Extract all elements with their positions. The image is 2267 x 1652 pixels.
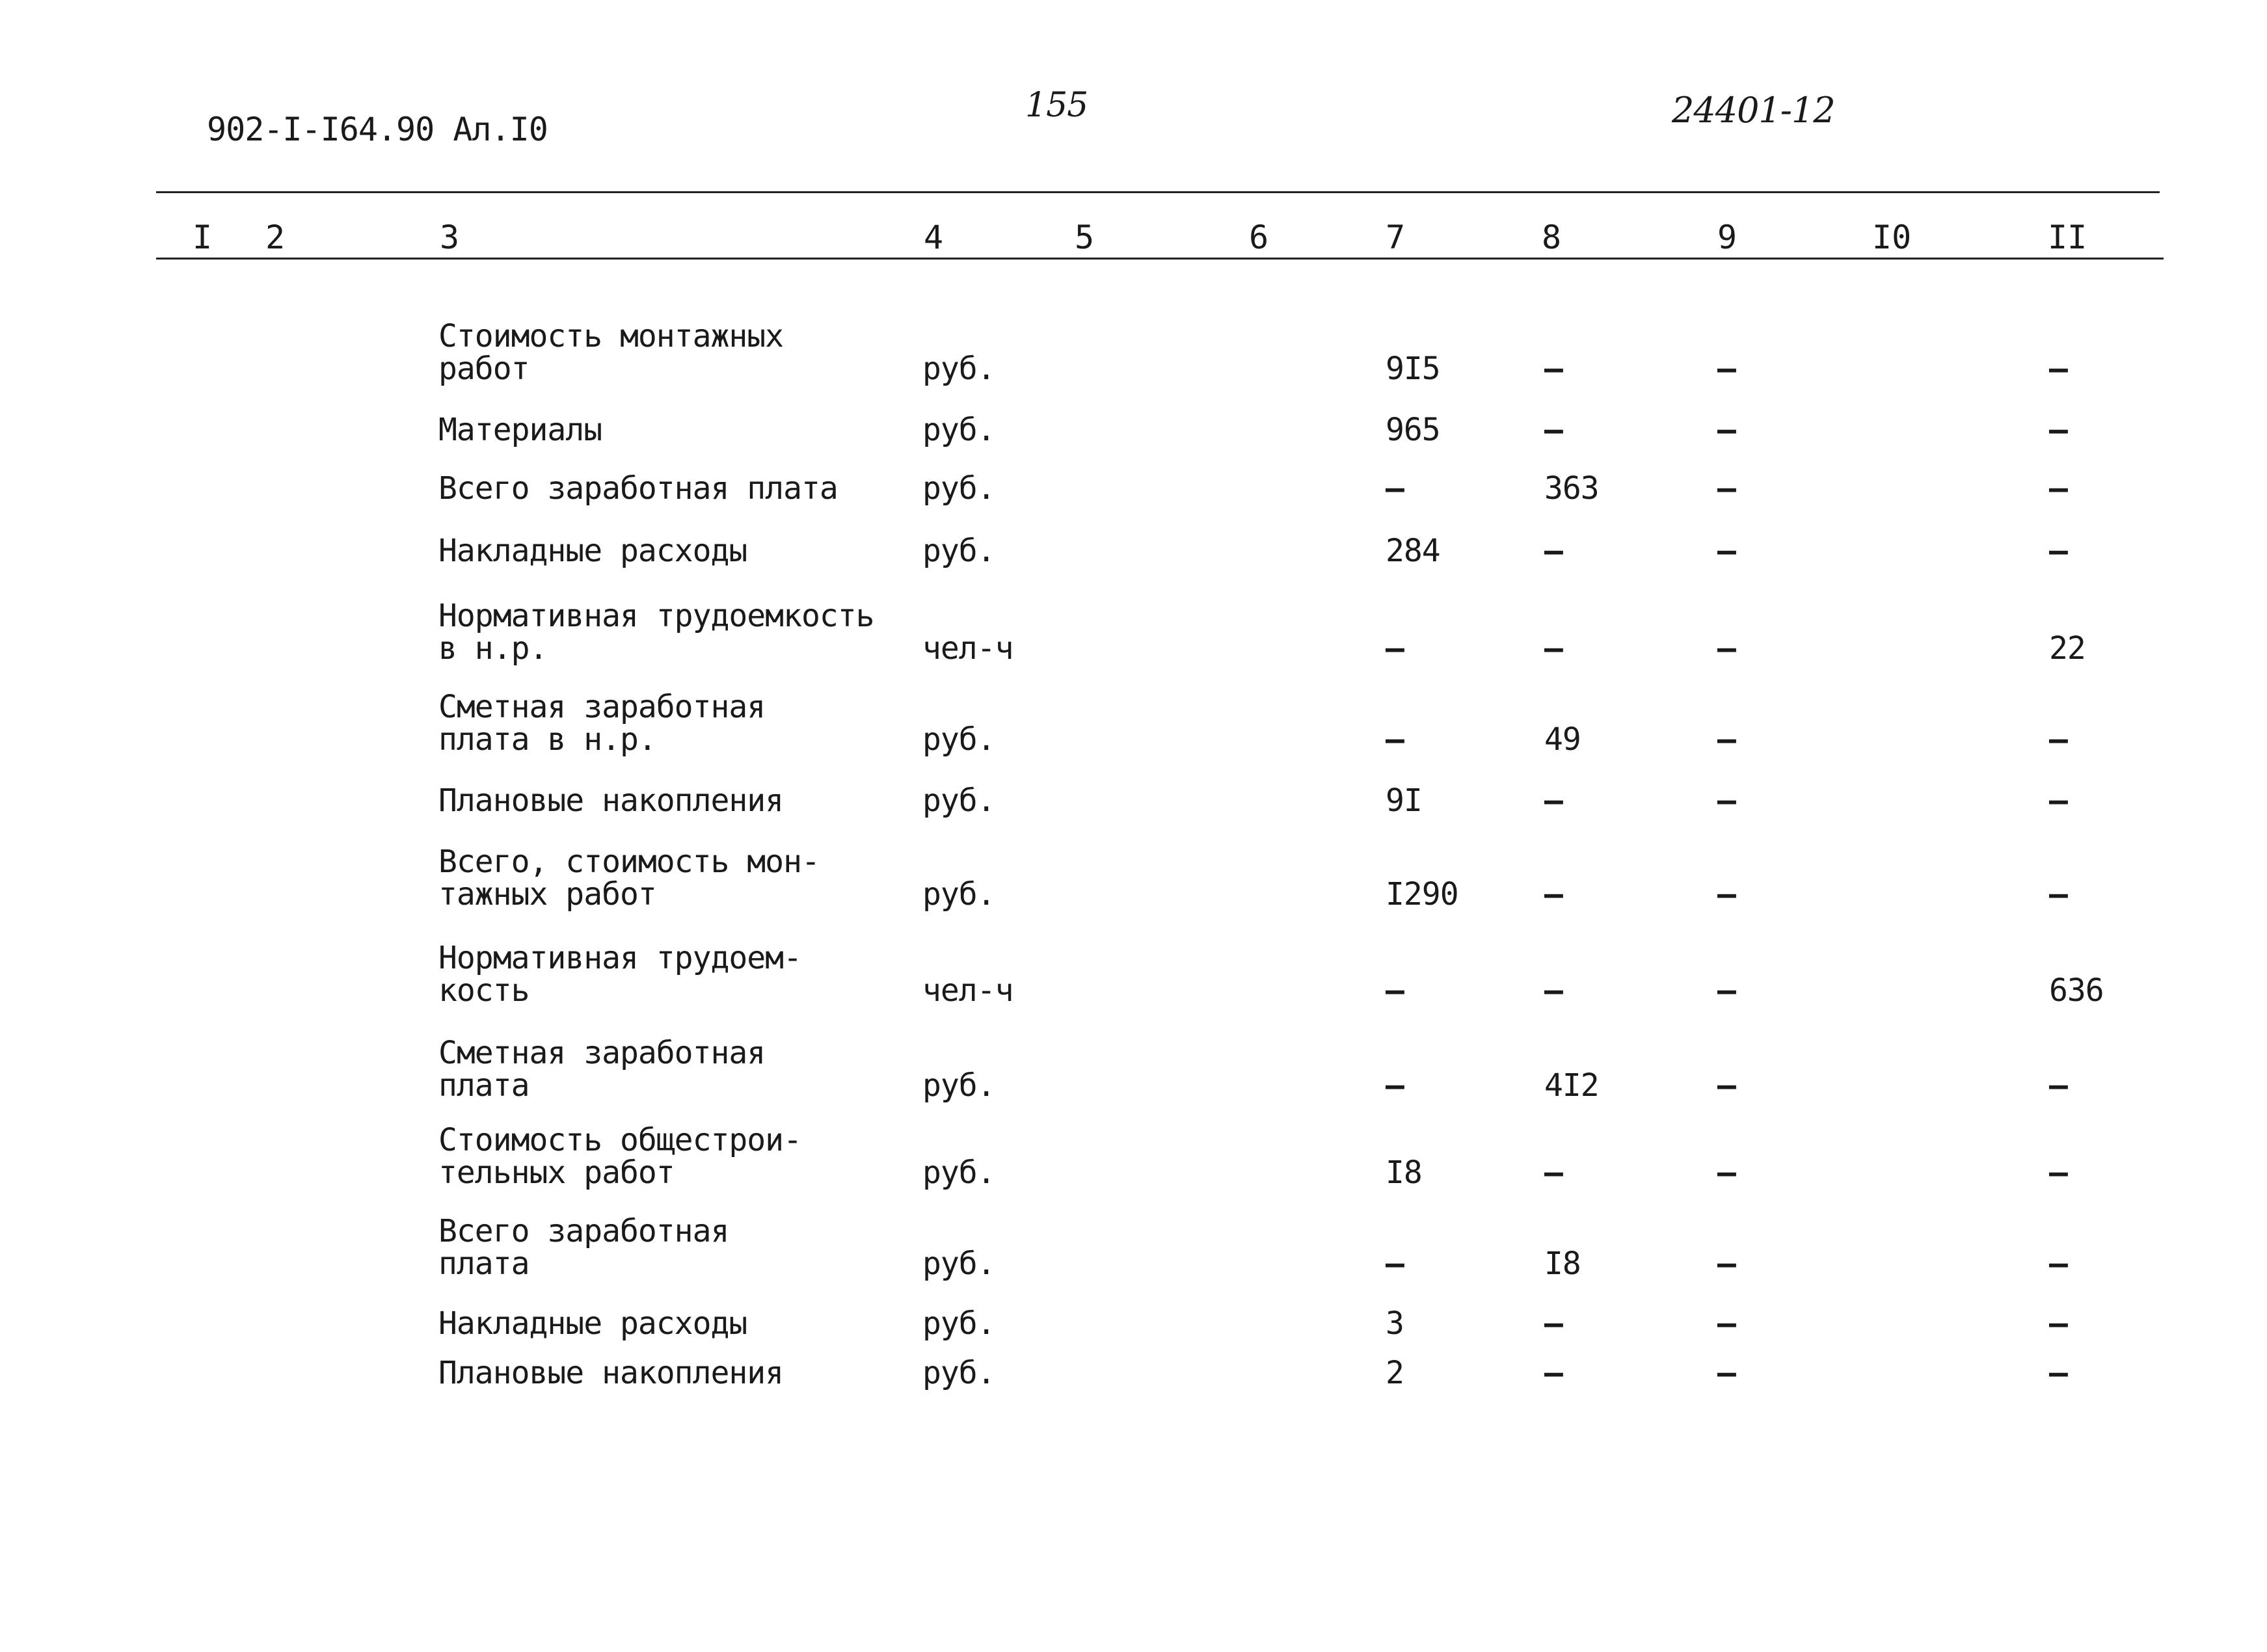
- column-8-cell: –: [1544, 1305, 1563, 1342]
- column-9-cell: –: [1717, 782, 1736, 819]
- column-9-cell: –: [1717, 412, 1736, 448]
- column-8-cell: –: [1544, 533, 1563, 569]
- column-11-cell: –: [2049, 351, 2067, 387]
- column-11-cell: –: [2049, 412, 2067, 448]
- column-7-cell: 9I: [1386, 782, 1422, 819]
- column-7-cell: –: [1386, 1246, 1404, 1282]
- row-label: в н.р.: [438, 630, 548, 667]
- column-7-cell: I8: [1386, 1154, 1422, 1191]
- row-label: плата: [438, 1246, 530, 1282]
- column-9-cell: –: [1717, 721, 1736, 758]
- row-label: Нормативная трудоемкость: [438, 598, 874, 634]
- column-number: 3: [440, 219, 460, 256]
- row-label: Материалы: [438, 412, 602, 448]
- column-7-cell: –: [1386, 470, 1404, 507]
- row-label: кость: [438, 972, 530, 1009]
- row-label: Сметная заработная: [438, 689, 766, 725]
- row-label: плата: [438, 1067, 530, 1104]
- column-8-cell: I8: [1544, 1246, 1581, 1282]
- column-8-cell: 4I2: [1544, 1067, 1599, 1104]
- column-number: 2: [265, 219, 286, 256]
- column-8-cell: –: [1544, 1355, 1563, 1391]
- column-9-cell: –: [1717, 1154, 1736, 1191]
- column-11-cell: –: [2049, 782, 2067, 819]
- column-9-cell: –: [1717, 351, 1736, 387]
- column-7-cell: –: [1386, 972, 1404, 1009]
- column-number: 6: [1249, 219, 1269, 256]
- column-9-cell: –: [1717, 630, 1736, 667]
- column-number: I0: [1872, 219, 1912, 256]
- column-7-cell: 3: [1386, 1305, 1404, 1342]
- column-number: 7: [1386, 219, 1406, 256]
- column-header-rule: [156, 258, 2164, 260]
- unit-cell: руб.: [922, 876, 995, 913]
- row-label: Плановые накопления: [438, 1355, 784, 1391]
- row-label: Накладные расходы: [438, 1305, 747, 1342]
- column-9-cell: –: [1717, 876, 1736, 913]
- column-8-cell: –: [1544, 876, 1563, 913]
- row-label: Стоимость общестрои-: [438, 1122, 801, 1158]
- row-label: Накладные расходы: [438, 533, 747, 569]
- unit-cell: руб.: [922, 721, 995, 758]
- column-11-cell: 22: [2049, 630, 2086, 667]
- row-label: Всего, стоимость мон-: [438, 844, 820, 880]
- unit-cell: руб.: [922, 351, 995, 387]
- unit-cell: чел-ч: [922, 630, 1013, 667]
- column-9-cell: –: [1717, 533, 1736, 569]
- column-number: 5: [1075, 219, 1095, 256]
- column-11-cell: –: [2049, 876, 2067, 913]
- inventory-number: 24401-12: [1672, 90, 1835, 131]
- unit-cell: руб.: [922, 412, 995, 448]
- unit-cell: руб.: [922, 1246, 995, 1282]
- unit-cell: руб.: [922, 533, 995, 569]
- row-label: тажных работ: [438, 876, 656, 913]
- column-number: I: [193, 219, 213, 256]
- column-number: 9: [1717, 219, 1737, 256]
- column-11-cell: 636: [2049, 972, 2104, 1009]
- page-number: 155: [1025, 86, 1088, 125]
- column-number: 8: [1542, 219, 1562, 256]
- unit-cell: руб.: [922, 470, 995, 507]
- unit-cell: руб.: [922, 1067, 995, 1104]
- column-11-cell: –: [2049, 1154, 2067, 1191]
- column-8-cell: –: [1544, 412, 1563, 448]
- row-label: работ: [438, 351, 530, 387]
- column-11-cell: –: [2049, 721, 2067, 758]
- row-label: Плановые накопления: [438, 782, 784, 819]
- unit-cell: руб.: [922, 1355, 995, 1391]
- column-8-cell: –: [1544, 351, 1563, 387]
- row-label: Стоимость монтажных: [438, 318, 784, 354]
- column-9-cell: –: [1717, 1246, 1736, 1282]
- column-11-cell: –: [2049, 1246, 2067, 1282]
- column-9-cell: –: [1717, 1067, 1736, 1104]
- unit-cell: руб.: [922, 1305, 995, 1342]
- row-label: тельных работ: [438, 1154, 675, 1191]
- column-7-cell: 965: [1386, 412, 1440, 448]
- column-7-cell: 284: [1386, 533, 1440, 569]
- column-11-cell: –: [2049, 470, 2067, 507]
- column-7-cell: I290: [1386, 876, 1458, 913]
- row-label: Сметная заработная: [438, 1035, 766, 1071]
- column-11-cell: –: [2049, 1067, 2067, 1104]
- unit-cell: руб.: [922, 782, 995, 819]
- column-7-cell: –: [1386, 630, 1404, 667]
- column-8-cell: –: [1544, 782, 1563, 819]
- column-7-cell: 9I5: [1386, 351, 1440, 387]
- column-9-cell: –: [1717, 1305, 1736, 1342]
- column-11-cell: –: [2049, 533, 2067, 569]
- column-8-cell: –: [1544, 972, 1563, 1009]
- column-11-cell: –: [2049, 1355, 2067, 1391]
- column-8-cell: 363: [1544, 470, 1599, 507]
- column-9-cell: –: [1717, 1355, 1736, 1391]
- column-8-cell: –: [1544, 630, 1563, 667]
- row-label: Всего заработная плата: [438, 470, 838, 507]
- column-number: 4: [924, 219, 944, 256]
- column-7-cell: –: [1386, 1067, 1404, 1104]
- column-8-cell: –: [1544, 1154, 1563, 1191]
- unit-cell: руб.: [922, 1154, 995, 1191]
- row-label: Нормативная трудоем-: [438, 940, 801, 976]
- column-7-cell: 2: [1386, 1355, 1404, 1391]
- row-label: Всего заработная: [438, 1213, 729, 1249]
- column-9-cell: –: [1717, 972, 1736, 1009]
- column-7-cell: –: [1386, 721, 1404, 758]
- table-top-rule: [156, 191, 2160, 193]
- column-8-cell: 49: [1544, 721, 1581, 758]
- column-number: II: [2048, 219, 2087, 256]
- column-11-cell: –: [2049, 1305, 2067, 1342]
- column-9-cell: –: [1717, 470, 1736, 507]
- document-code: 902-I-I64.90 Ал.I0: [207, 111, 548, 148]
- row-label: плата в н.р.: [438, 721, 656, 758]
- unit-cell: чел-ч: [922, 972, 1013, 1009]
